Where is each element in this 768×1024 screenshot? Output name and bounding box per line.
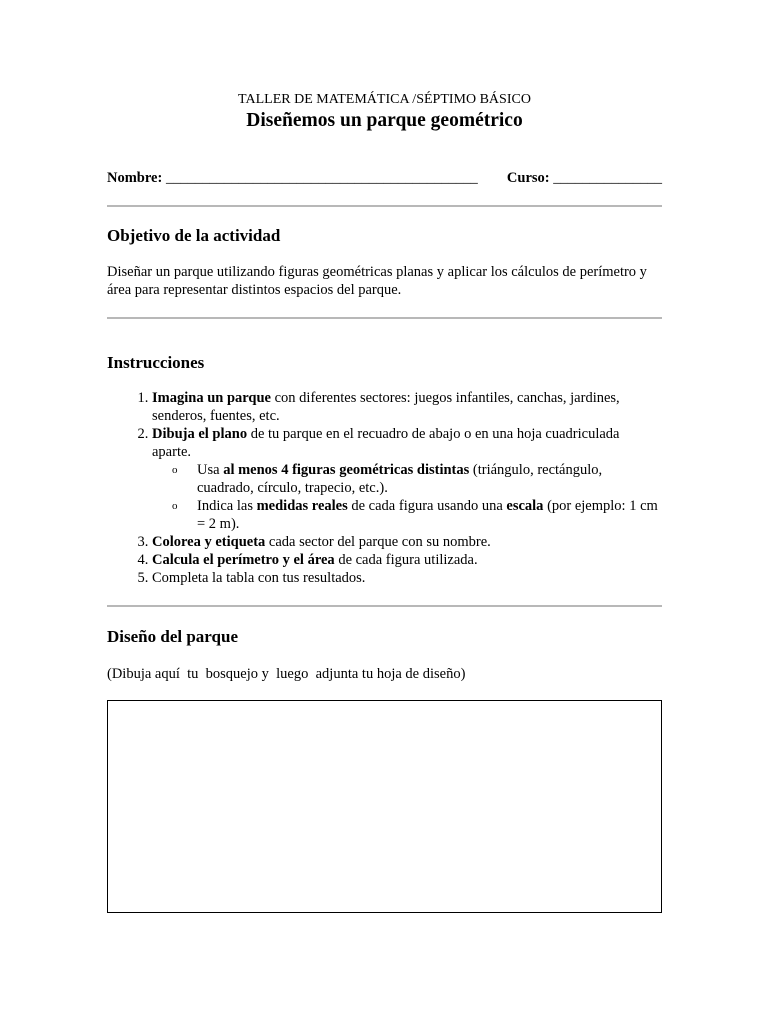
design-note: (Dibuja aquí tu bosquejo y luego adjunta tu hoja de diseño)	[107, 666, 466, 682]
course-blank[interactable]: _______________	[553, 170, 662, 186]
worksheet-title: Diseñemos un parque geométrico	[246, 110, 523, 131]
subitem-pre: Indica las	[197, 498, 257, 514]
course-label: Curso:	[506, 170, 550, 186]
student-info-line	[107, 170, 662, 187]
design-heading: Diseño del parque	[107, 627, 238, 646]
item-text: cada sector del parque con su nombre.	[265, 534, 491, 550]
subitem-post: (por ejemplo: 1 cm = 2 m).	[197, 498, 658, 532]
sub-list	[152, 461, 662, 533]
list-item	[152, 551, 662, 569]
objective-text: Diseñar un parque utilizando figuras geométricas planas y aplicar los cálculos de perímetro y área para representar distintos espacios del parque.	[107, 264, 647, 298]
item-bold: Calcula el perímetro y el área	[152, 552, 335, 568]
divider	[107, 205, 662, 207]
sketch-box[interactable]	[107, 700, 662, 913]
subitem-bold: escala	[506, 498, 544, 514]
name-label: Nombre:	[107, 170, 163, 186]
course-field	[507, 170, 662, 187]
subitem-pre: Usa	[197, 462, 224, 478]
subitem-post: (triángulo, rectángulo, cuadrado, círculo, trapecio, etc.).	[197, 462, 603, 496]
sub-list-item	[172, 497, 662, 533]
subitem-mid: de cada figura usando una	[347, 498, 507, 514]
bullet-icon: o	[172, 464, 178, 476]
item-text: Completa la tabla con tus resultados.	[152, 570, 366, 586]
divider	[107, 317, 662, 319]
item-text: de tu parque en el recuadro de abajo o en una hoja cuadriculada aparte.	[152, 426, 620, 460]
item-text: de cada figura utilizada.	[334, 552, 478, 568]
list-item	[152, 533, 662, 551]
instructions-heading: Instrucciones	[107, 353, 205, 372]
sub-list-item	[172, 461, 662, 497]
list-item	[152, 389, 662, 425]
item-bold: Imagina un parque	[152, 390, 271, 406]
divider	[107, 605, 662, 607]
subitem-bold: medidas reales	[256, 498, 348, 514]
list-item	[152, 569, 662, 587]
subitem-bold: al menos 4 figuras geométricas distintas	[223, 462, 470, 478]
item-bold: Dibuja el plano	[152, 426, 248, 442]
instructions-list	[107, 389, 662, 587]
item-text: con diferentes sectores: juegos infantiles, canchas, jardines, senderos, fuentes, etc.	[152, 390, 620, 424]
objective-heading: Objetivo de la actividad	[107, 226, 281, 245]
bullet-icon: o	[172, 500, 178, 512]
list-item	[152, 425, 662, 533]
name-blank[interactable]: ___________________________________________	[165, 170, 478, 186]
item-bold: Colorea y etiqueta	[152, 534, 266, 550]
worksheet-subject-header: TALLER DE MATEMÁTICA /SÉPTIMO BÁSICO	[238, 92, 531, 107]
